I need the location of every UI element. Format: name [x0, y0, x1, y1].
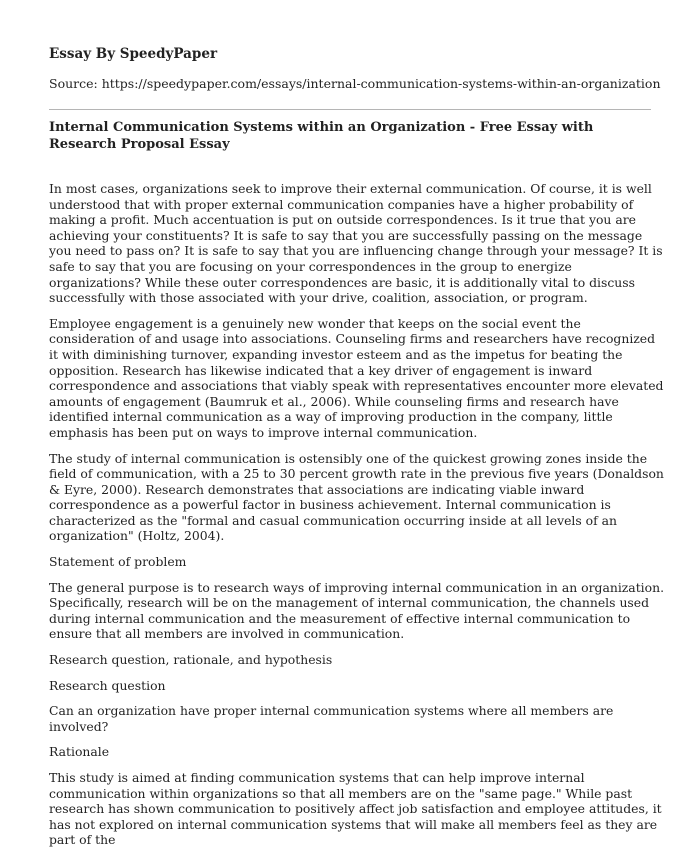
section-heading-rationale: Rationale: [49, 744, 110, 760]
paragraph-problem: The general purpose is to research ways of improving internal communication in an organization. Specifically, research will be on the management of internal communication, the channels used during internal communication and the measurement of effective internal communication to ensure that all members are involved in communication.: [49, 579, 665, 642]
essay-title: Internal Communication Systems within an Organization - Free Essay with Research Proposal Essay: [49, 120, 594, 152]
section-heading-question: Research question: [49, 677, 166, 693]
section-heading-problem: Statement of problem: [49, 554, 187, 570]
section-heading-research: Research question, rationale, and hypothesis: [49, 652, 333, 668]
essay-body: [49, 181, 664, 858]
paragraph-study: The study of internal communication is ostensibly one of the quickest growing zones inside the field of communication, with a 25 to 30 percent growth rate in the previous five years (Donaldson & Eyre, 2000). Research demonstrates that associations are indicating viable inward correspondence as a powerful factor in business achievement. Internal communication is characterized as the "formal and casual communication occurring inside at all levels of an organization" (Holtz, 2004).: [49, 450, 664, 544]
paragraph-engagement: Employee engagement is a genuinely new wonder that keeps on the social event the consideration of and usage into associations. Counseling firms and researchers have recognized it with diminishing turnover, expanding investor esteem and as the impetus for beating the opposition. Research has likewise indicated that a key driver of engagement is inward correspondence and associations that viably speak with representatives encounter more elevated amounts of engagement (Baumruk et al., 2006). While counseling firms and research have identified internal communication as a way of improving production in the company, little emphasis has been put on ways to improve internal communication.: [49, 315, 664, 440]
source-line: Source: https://speedypaper.com/essays/internal-communication-systems-within-an-organization: [49, 76, 661, 91]
header-divider: [49, 109, 651, 110]
paragraph-intro: In most cases, organizations seek to improve their external communication. Of course, it is well understood that with proper external communication companies have a higher probability of making a profit. Much accentuation is put on outside correspondences. Is it true that you are achieving your constituents? It is safe to say that you are successfully passing on the message you need to pass on? It is safe to say that you are influencing change through your message? It is safe to say that you are focusing on your correspondences in the group to energize organizations? While these outer correspondences are basic, it is additionally vital to discuss successfully with those associated with your drive, coalition, association, or program.: [49, 181, 663, 306]
paragraph-rationale: This study is aimed at finding communication systems that can help improve internal communication within organizations so that all members are on the "same page." While past research has shown communication to positively affect job satisfaction and employee attitudes, it has not explored on internal communication systems that will make all members feel as they are part of the: [49, 770, 662, 848]
essay-brand: Essay By SpeedyPaper: [49, 46, 218, 62]
paragraph-question: Can an organization have proper internal communication systems where all members are involved?: [49, 703, 614, 734]
